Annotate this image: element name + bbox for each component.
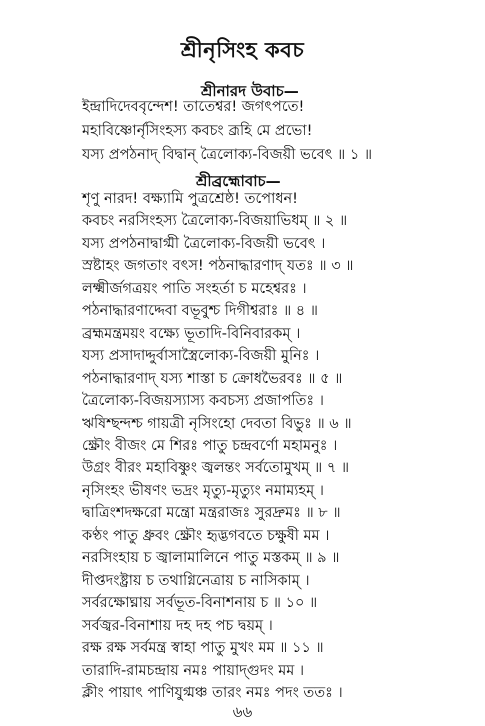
- verse-line: দীপ্তদংষ্ট্রায় চ তথাগ্নিনেত্রায় চ নাসিকাম্ ।: [82, 573, 310, 589]
- verse-line: লক্ষ্মীর্জগত্রয়ং পাতি সংহর্তা চ মহেশ্বরঃ ।: [82, 281, 307, 297]
- verse-line: ক্লীং পায়াৎ পাণিযুগ্মঞ্চ তারং নমঃ পদং ততঃ ।: [82, 685, 343, 701]
- verse-line: যস্য প্রসাদাদ্দুর্বাসাস্ত্রৈলোক্য-বিজয়ী মুনিঃ ।: [82, 348, 320, 364]
- verse-line: রক্ষ রক্ষ সর্বমন্ত্র স্বাহা পাতু মুখং মম ॥ ১১ ॥: [82, 640, 324, 656]
- verse-line: উগ্রং বীরং মহাবিষ্ণুং জ্বলন্তং সর্বতোমুখম্ ॥ ৭ ॥: [82, 460, 350, 476]
- verse-line: তারাদি-রামচন্দ্রায় নমঃ পায়াদ্গুদং মম ।: [82, 663, 305, 679]
- verse-line: যস্য প্রপঠনাদ্ বিদ্বান্ ত্রৈলোক্য-বিজয়ী ভবেৎ ॥ ১ ॥: [82, 147, 373, 163]
- verse-line: নরসিংহায় চ জ্বালামালিনে পাতু মস্তকম্ ॥ ৯ ॥: [82, 550, 340, 566]
- verse-line: ত্রৈলোক্য-বিজয়স্যাস্য কবচস্য প্রজাপতিঃ ।: [82, 393, 324, 409]
- verse-line: শৃণু নারদ! বক্ষ্যামি পুত্রশ্রেষ্ঠ! তপোধন!: [82, 191, 298, 207]
- verse-line: যস্য প্রপঠনাদ্বাগ্মী ত্রৈলোক্য-বিজয়ী ভবেৎ ।: [82, 236, 326, 252]
- page-number: ৬৬: [232, 703, 253, 721]
- verse-line: কবচং নরসিংহস্য ত্রৈলোক্য-বিজয়াভিধম্ ॥ ২ ॥: [82, 213, 348, 229]
- verse-line: ঋষিশ্ছন্দশ্চ গায়ত্রী নৃসিংহো দেবতা বিভুঃ ॥ ৬ ॥: [82, 416, 352, 432]
- verse-line: মহাবিষ্ণোর্নৃসিংহস্য কবচং ব্রূহি মে প্রভো!: [82, 123, 313, 139]
- verse-line: স্রষ্টাহং জগতাং বৎস! পঠনাদ্ধারণাদ্ যতঃ ॥ ৩ ॥: [82, 258, 354, 274]
- section-heading-narada: শ্রীনারদ উবাচ—: [201, 82, 299, 100]
- section-heading-brahma: শ্রীব্রহ্মোবাচ—: [196, 172, 281, 190]
- verse-line: সর্বরক্ষোঘ্নায় সর্বভূত-বিনাশনায় চ ॥ ১০ ॥: [82, 595, 318, 611]
- page-title: শ্রীনৃসিংহ কবচ: [180, 38, 305, 62]
- verse-line: পঠনাদ্ধারণাদ্দেবা বভূবুশ্চ দিগীশ্বরাঃ ॥ ৪ ॥: [82, 303, 318, 319]
- verse-line: নৃসিংহং ভীষণং ভদ্রং মৃত্যু-মৃত্যুং নমাম্যহম্ ।: [82, 483, 324, 499]
- verse-line: সর্বজ্বর-বিনাশায় দহ দহ পচ দ্বয়ম্ ।: [82, 618, 273, 634]
- verse-line: ব্রহ্মমন্ত্রময়ং বক্ষ্যে ভূতাদি-বিনিবারকম্ ।: [82, 326, 301, 342]
- verse-line: কণ্ঠং পাতু ধ্রুবং ক্ষ্রৌং হৃদ্ভগবতে চক্ষুষী মম ।: [82, 528, 330, 544]
- verse-line: দ্বাত্রিংশদক্ষরো মন্ত্রো মন্ত্ররাজঃ সুরদ্রুমঃ ॥ ৮ ॥: [82, 505, 341, 521]
- verse-line: ক্ষ্রৌং বীজং মে শিরঃ পাতু চন্দ্রবর্ণো মহামনুঃ ।: [82, 438, 338, 454]
- verse-line: পঠনাদ্ধারণাদ্ যস্য শাস্তা চ ক্রোধভৈরবঃ ॥ ৫ ॥: [82, 371, 343, 387]
- verse-line: ইন্দ্রাদিদেববৃন্দেশ! তাতেশ্বর! জগৎপতে!: [82, 99, 305, 115]
